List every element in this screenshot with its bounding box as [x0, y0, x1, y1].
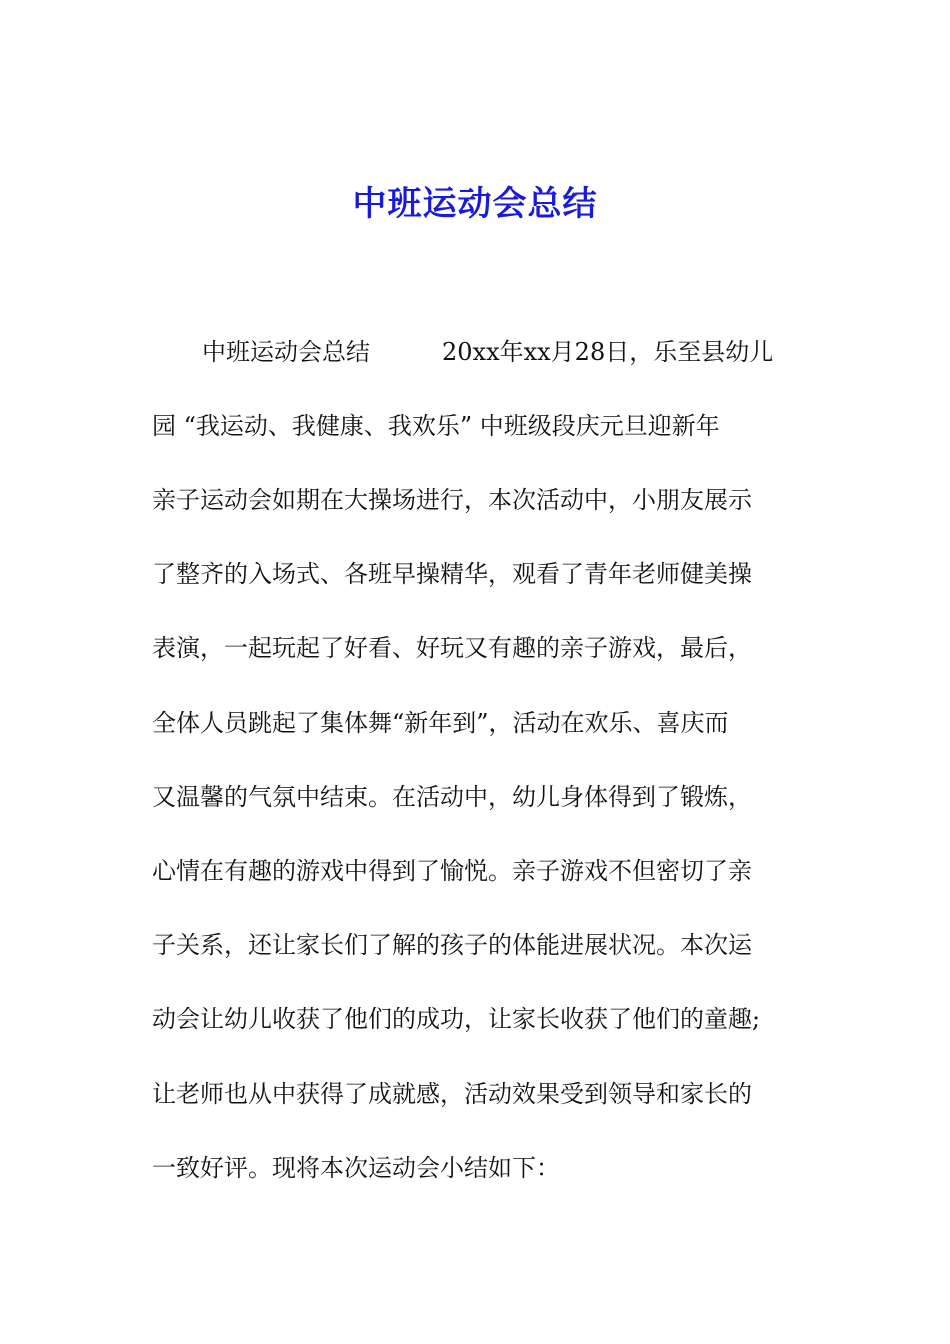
paragraph-line: 一致好评。现将本次运动会小结如下：	[152, 1154, 560, 1182]
paragraph-line: 园 “我运动、我健康、我欢乐” 中班级段庆元旦迎新年	[152, 412, 720, 440]
paragraph-line: 全体人员跳起了集体舞“新年到”，活动在欢乐、喜庆而	[152, 709, 729, 737]
paragraph-line: 让老师也从中获得了成就感，活动效果受到领导和家长的	[152, 1080, 752, 1108]
paragraph-line: 又温馨的气氛中结束。在活动中，幼儿身体得到了锻炼，	[152, 783, 752, 811]
paragraph-line: 了整齐的入场式、各班早操精华，观看了青年老师健美操	[152, 560, 752, 588]
paragraph-line: 亲子运动会如期在大操场进行，本次活动中，小朋友展示	[152, 486, 752, 514]
paragraph-line: 动会让幼儿收获了他们的成功，让家长收获了他们的童趣;	[152, 1005, 761, 1033]
document-title: 中班运动会总结	[352, 184, 598, 224]
paragraph-line: 表演，一起玩起了好看、好玩又有趣的亲子游戏，最后，	[152, 634, 752, 662]
paragraph-line: 心情在有趣的游戏中得到了愉悦。亲子游戏不但密切了亲	[152, 857, 752, 885]
paragraph-line: 子关系，还让家长们了解的孩子的体能进展状况。本次运	[152, 931, 752, 959]
paragraph-line: 中班运动会总结 20xx年xx月28日，乐至县幼儿	[202, 338, 774, 366]
